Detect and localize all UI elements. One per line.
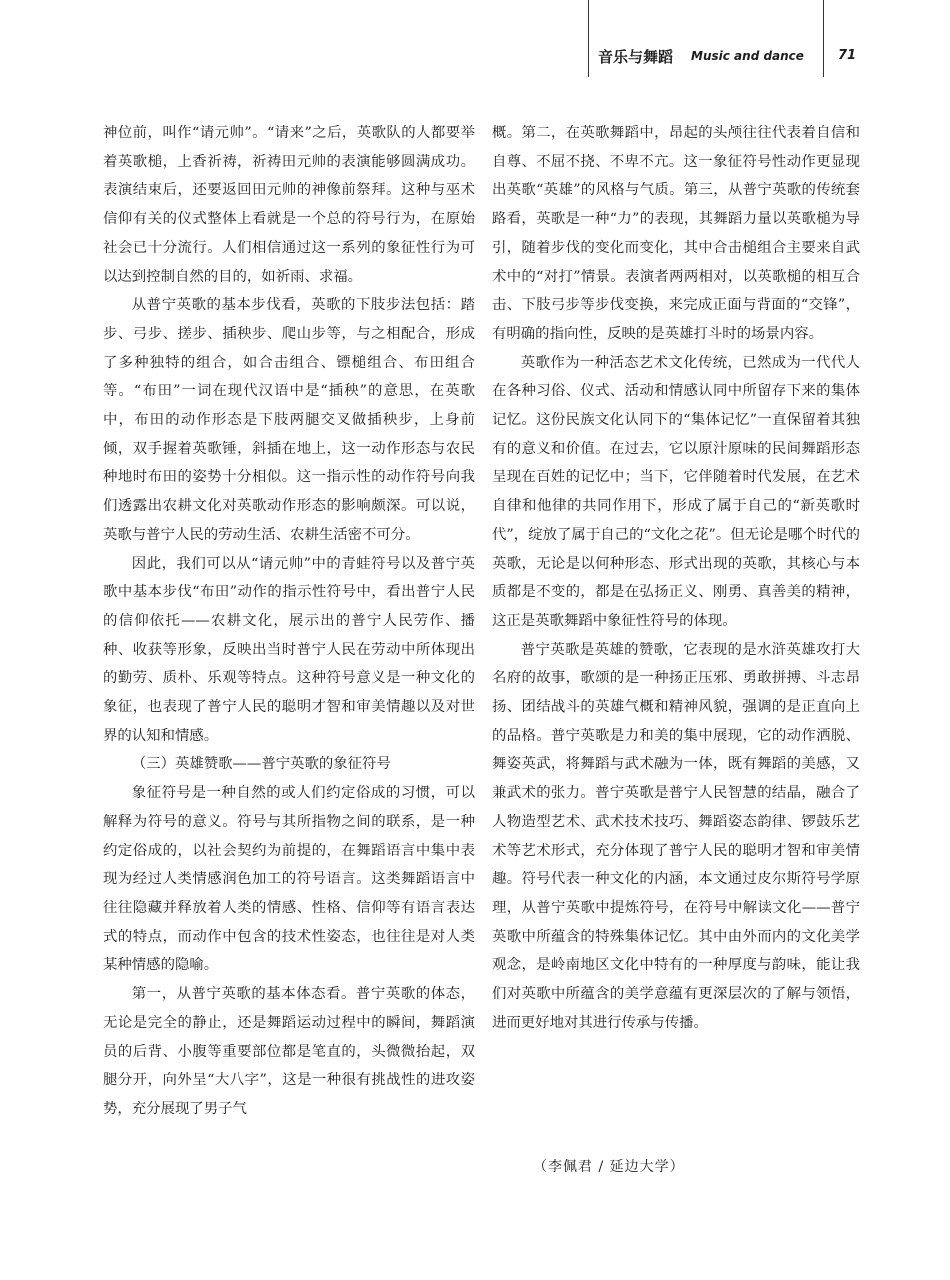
paragraph: 概。第二，在英歌舞蹈中，昂起的头颅往往代表着自信和自尊、不屈不挠、不卑不亢。这一象征符号性动作更显现出英歌“英雄”的风格与气质。第三，从普宁英歌的传统套路看，英歌是一种“力”的表现，其舞蹈力量以英歌槌为导引，随着步伐的变化而变化，其中合击槌组合主要来自武术中的“对打”情景。表演者两两相对，以英歌槌的相互合击、下肢弓步等步伐变换，来完成正面与背面的“交锋”，有明确的指向性，反映的是英雄打斗时的场景内容。 <box>492 125 860 342</box>
right-column <box>492 119 860 1038</box>
header-divider-left <box>588 0 589 77</box>
paragraph: 英歌作为一种活态艺术文化传统，已然成为一代代人在各种习俗、仪式、活动和情感认同中所留存下来的集体记忆。这份民族文化认同下的“集体记忆”一直保留着其独有的意义和价值。在过去，它以原汁原味的民间舞蹈形态呈现在百姓的记忆中；当下，它伴随着时代发展，在艺术自律和他律的共同作用下，形成了属于自己的“新英歌时代”，绽放了属于自己的“文化之花”。但无论是哪个时代的英歌，无论是以何种形态、形式出现的英歌，其核心与本质都是不变的，都是在弘扬正义、刚勇、真善美的精神，这正是英歌舞蹈中象征性符号的体现。 <box>492 354 860 629</box>
left-column <box>103 119 475 1124</box>
author-attribution: （李佩君 / 延边大学） <box>533 1159 685 1175</box>
header-divider-right <box>823 0 824 77</box>
section-subheading: （三）英雄赞歌——普宁英歌的象征符号 <box>131 756 391 773</box>
page-number: 71 <box>838 48 857 63</box>
paragraph: 普宁英歌是英雄的赞歌，它表现的是水浒英雄攻打大名府的故事，歌颂的是一种扬正压邪、勇敢拼搏、斗志昂扬、团结战斗的英雄气概和精神风貌，强调的是正直向上的品格。普宁英歌是力和美的集中展现，它的动作洒脱、舞姿英武，将舞蹈与武术融为一体，既有舞蹈的美感，又兼武术的张力。普宁英歌是普宁人民智慧的结晶，融合了人物造型艺术、武术技术技巧、舞蹈姿态韵律、锣鼓乐艺术等艺术形式，充分体现了普宁人民的聪明才智和审美情趣。符号代表一种文化的内涵，本文通过皮尔斯符号学原理，从普宁英歌中提炼符号，在符号中解读文化——普宁英歌中所蕴含的特殊集体记忆。其中由外而内的文化美学观念，是岭南地区文化中特有的一种厚度与韵味，能让我们对英歌中所蕴含的美学意蕴有更深层次的了解与领悟，进而更好地对其进行传承与传播。 <box>492 641 860 1031</box>
paragraph: 第一，从普宁英歌的基本体态看。普宁英歌的体态，无论是完全的静止，还是舞蹈运动过程中的瞬间，舞蹈演员的后背、小腹等重要部位都是笔直的，头微微抬起，双腿分开，向外呈“大八字”，这是一种很有挑战性的进攻姿势，充分展现了男子气 <box>103 986 475 1117</box>
section-title-chinese: 音乐与舞蹈 <box>598 47 674 66</box>
paragraph: 神位前，叫作“请元帅”。“请来”之后，英歌队的人都要举着英歌槌，上香祈祷，祈祷田元帅的表演能够圆满成功。表演结束后，还要返回田元帅的神像前祭拜。这种与巫术信仰有关的仪式整体上看就是一个总的符号行为，在原始社会已十分流行。人们相信通过这一系列的象征性行为可以达到控制自然的目的，如祈雨、求福。 <box>103 125 475 285</box>
paragraph: 因此，我们可以从“请元帅”中的青蛙符号以及普宁英歌中基本步伐“布田”动作的指示性符号中，看出普宁人民的信仰依托——农耕文化，展示出的普宁人民劳作、播种、收获等形象，反映出当时普宁人民在劳动中所体现出的勤劳、质朴、乐观等特点。这种符号意义是一种文化的象征，也表现了普宁人民的聪明才智和审美情趣以及对世界的认知和情感。 <box>103 555 475 744</box>
running-header <box>598 44 818 68</box>
paragraph: 象征符号是一种自然的或人们约定俗成的习惯，可以解释为符号的意义。符号与其所指物之间的联系，是一种约定俗成的，以社会契约为前提的，在舞蹈语言中集中表现为经过人类情感润色加工的符号语言。这类舞蹈语言中往往隐藏并释放着人类的情感、性格、信仰等有语言表达式的特点，而动作中包含的技术性姿态，也往往是对人类某种情感的隐喻。 <box>103 785 475 974</box>
paragraph: 从普宁英歌的基本步伐看，英歌的下肢步法包括：踏步、弓步、搓步、插秧步、爬山步等，与之相配合，形成了多种独特的组合，如合击组合、镖槌组合、布田组合等。“布田”一词在现代汉语中是“插秧”的意思，在英歌中，布田的动作形态是下肢两腿交叉做插秧步，上身前倾，双手握着英歌锤，斜插在地上，这一动作形态与农民种地时布田的姿势十分相似。这一指示性的动作符号向我们透露出农耕文化对英歌动作形态的影响颇深。可以说，英歌与普宁人民的劳动生活、农耕生活密不可分。 <box>103 297 475 543</box>
section-title-english: Music and dance <box>691 49 804 63</box>
